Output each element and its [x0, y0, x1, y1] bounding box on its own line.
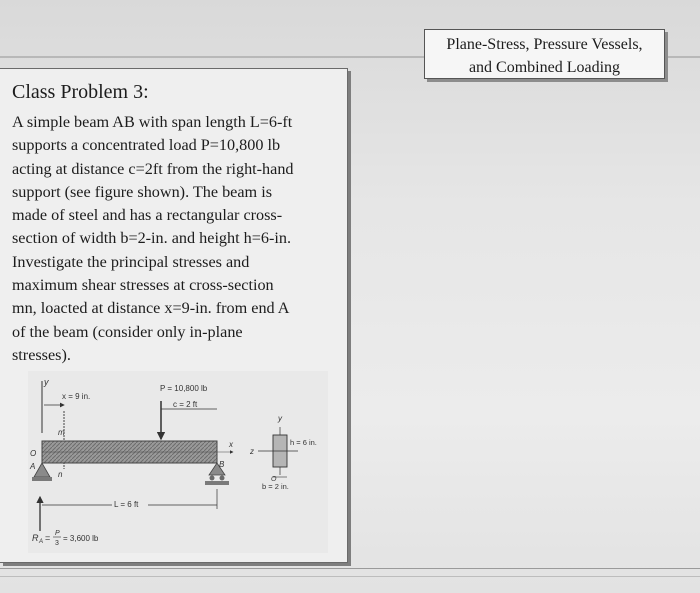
reaction-fraction-num: P: [55, 530, 60, 537]
statement-line: supports a concentrated load P=10,800 lb: [12, 136, 281, 155]
span-label: L = 6 ft: [114, 500, 139, 509]
pin-support-a: [34, 463, 50, 477]
statement-line: maximum shear stresses at cross-section: [12, 276, 274, 295]
topic-line-1: Plane-Stress, Pressure Vessels,: [446, 36, 643, 53]
load-label: P = 10,800 lb: [160, 384, 208, 393]
class-problem-box: [0, 68, 348, 563]
height-label: h = 6 in.: [290, 438, 317, 447]
problem-title: Class Problem 3:: [12, 81, 149, 103]
x-dimension-label: x = 9 in.: [62, 392, 91, 401]
beam-figure: [28, 371, 328, 553]
width-label: b = 2 in.: [262, 482, 289, 491]
statement-line: mn, loacted at distance x=9-in. from end A: [12, 299, 290, 318]
y-axis-label: y: [44, 377, 49, 387]
x-axis-label: x: [229, 440, 233, 449]
page-rule: [0, 576, 700, 577]
reaction-symbol: R: [32, 533, 39, 543]
n-label: n: [58, 470, 63, 479]
statement-line: acting at distance c=2ft from the right-hand: [12, 159, 294, 178]
section-z-label: z: [250, 447, 254, 456]
page-rule: [0, 568, 700, 569]
reaction-subscript: A: [39, 539, 44, 545]
ground-b: [205, 481, 229, 485]
statement-line: Investigate the principal stresses and: [12, 252, 250, 271]
beam-diagram: [28, 371, 328, 553]
m-label: m: [58, 428, 65, 437]
statement-line: of the beam (consider only in-plane: [12, 322, 243, 341]
a-label: A: [30, 462, 36, 471]
roller-wheel: [220, 476, 225, 481]
section-y-label: y: [278, 414, 282, 423]
ground-a: [32, 477, 52, 481]
roller-wheel: [210, 476, 215, 481]
topic-header-box: [424, 29, 665, 79]
reaction-fraction-den: 3: [55, 540, 59, 547]
statement-line: A simple beam AB with span length L=6-ft: [12, 113, 293, 131]
statement-line: section of width b=2-in. and height h=6-in.: [12, 229, 292, 248]
reaction-value: = 3,600 lb: [63, 534, 99, 543]
topic-line-2: and Combined Loading: [468, 59, 621, 76]
b-label: B: [219, 460, 225, 469]
reaction-equals: =: [45, 533, 51, 543]
statement-line: support (see figure shown). The beam is: [12, 182, 272, 201]
problem-statement: [12, 111, 344, 367]
section-origin-label: O: [271, 476, 277, 483]
c-dimension-label: c = 2 ft: [173, 400, 198, 409]
statement-line: stresses).: [12, 345, 71, 364]
statement-line: made of steel and has a rectangular cross-: [12, 206, 283, 225]
origin-label: O: [30, 449, 37, 458]
